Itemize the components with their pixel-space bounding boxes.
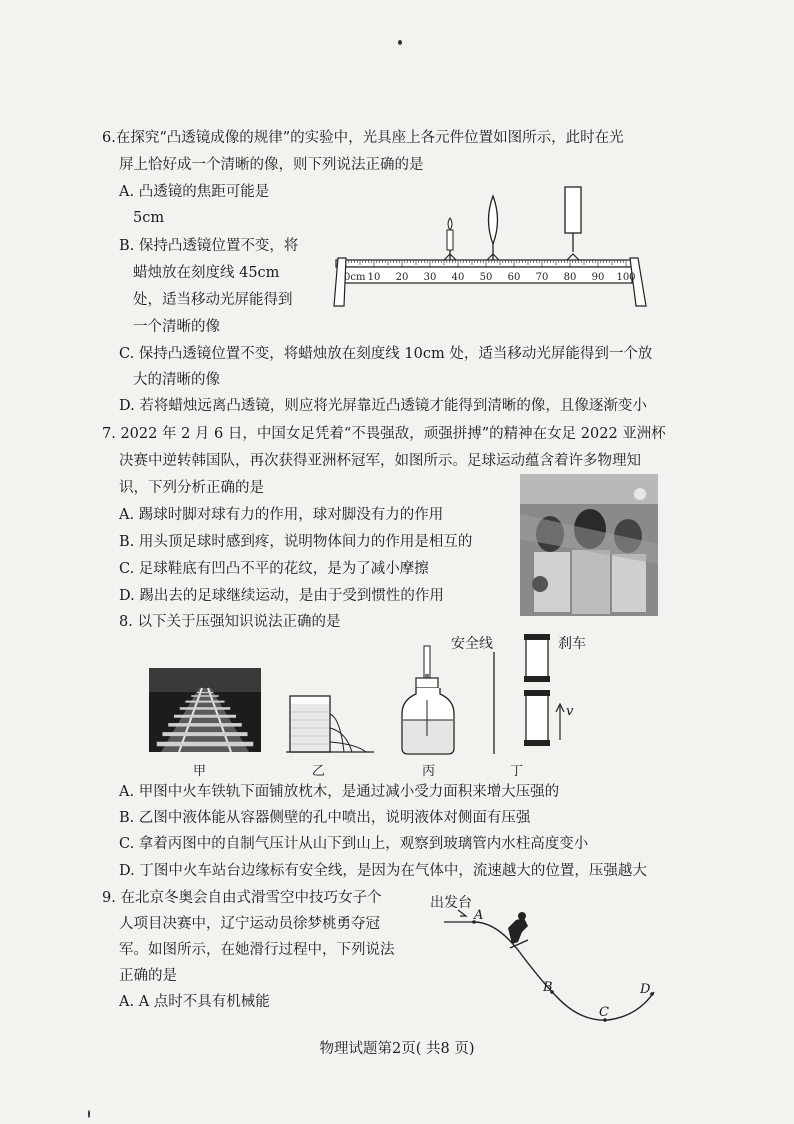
ruler-tick-label: 50 [479, 272, 493, 283]
q6-option-a-line-1: A. 凸透镜的焦距可能是 [119, 184, 270, 200]
q8-stem: 8. 以下关于压强知识说法正确的是 [119, 614, 341, 630]
start-platform-label: 出发台 [430, 895, 472, 911]
q6-option-c-line-1: C. 保持凸透镜位置不变，将蜡烛放在刻度线 10cm 处，适当移动光屏能得到一个放 [119, 346, 653, 362]
q6-stem-line-2: 屏上恰好成一个清晰的像，则下列说法正确的是 [119, 157, 424, 173]
scan-speck [398, 40, 402, 45]
q8-option-c: C. 拿着丙图中的自制气压计从山下到山上，观察到玻璃管内水柱高度变小 [119, 836, 589, 852]
ruler-tick-label: 90 [591, 272, 605, 283]
homemade-barometer-figure [398, 644, 458, 756]
railway-sleeper [157, 742, 254, 747]
q9-stem-line-2: 人项目决赛中，辽宁运动员徐梦桃勇夺冠 [119, 916, 380, 932]
q7-stem-line-3: 识，下列分析正确的是 [119, 480, 264, 496]
railway-sleeper [186, 701, 225, 703]
ruler-tick-label: 80 [563, 272, 577, 283]
fig-label-ding: 丁 [510, 764, 524, 779]
q6-option-b-line-2: 蜡烛放在刻度线 45cm [133, 265, 280, 281]
q9-stem-line-1: 9. 在北京冬奥会自由式滑雪空中技巧女子个 [102, 890, 382, 906]
ruler-tick-label: 60 [507, 272, 521, 283]
railway-track-photo [149, 668, 261, 752]
fig-label-jia: 甲 [193, 764, 207, 779]
q7-option-b: B. 用头顶足球时感到疼，说明物体间力的作用是相互的 [119, 534, 473, 550]
scan-speck [88, 1110, 90, 1118]
fig-label-bing: 丙 [422, 764, 436, 779]
q6-option-d: D. 若将蜡烛远离凸透镜，则应将光屏靠近凸透镜才能得到清晰的像，且像逐渐变小 [119, 398, 647, 414]
q6-option-b-line-1: B. 保持凸透镜位置不变，将 [119, 238, 299, 254]
q9-stem-line-4: 正确的是 [119, 968, 177, 984]
football-team-photo [520, 474, 658, 616]
point-b-label: B [543, 980, 553, 995]
velocity-label: v [566, 704, 574, 719]
railway-sleeper [191, 695, 219, 697]
railway-sleeper [163, 732, 248, 736]
q6-option-b-line-3: 处，适当移动光屏能得到 [133, 292, 293, 308]
point-d-label: D [640, 982, 651, 997]
q6-option-b-line-4: 一个清晰的像 [133, 319, 220, 335]
page-footer: 物理试题第2页( 共8 页) [319, 1041, 475, 1057]
q8-option-d: D. 丁图中火车站台边缘标有安全线，是因为在气体中，流速越大的位置，压强越大 [119, 863, 647, 879]
q7-stem-line-1: 7. 2022 年 2 月 6 日，中国女足凭着“不畏强敌，顽强拼搏”的精神在女足 2022 亚洲杯 [102, 426, 666, 442]
safety-line-label: 安全线 [451, 636, 493, 652]
railway-sleeper [168, 723, 242, 727]
q6-option-a-line-2: 5cm [133, 210, 165, 226]
q7-option-c: C. 足球鞋底有凹凸不平的花纹，是为了减小摩擦 [119, 561, 429, 577]
ruler-tick-label: 40 [451, 272, 465, 283]
brake-label: 刹车 [558, 636, 586, 652]
q7-option-d: D. 踢出去的足球继续运动，是由于受到惯性的作用 [119, 588, 444, 604]
ruler-tick-label: 20 [395, 272, 409, 283]
q7-option-a: A. 踢球时脚对球有力的作用，球对脚没有力的作用 [119, 507, 444, 523]
railway-sleeper [174, 715, 236, 718]
railway-sleeper [197, 692, 213, 693]
liquid-container-figure [286, 688, 378, 758]
ruler-tick-label: 30 [423, 272, 437, 283]
q9-stem-line-3: 军。如图所示，在她滑行过程中，下列说法 [119, 942, 395, 958]
q6-stem-line-1: 6.在探究“凸透镜成像的规律”的实验中，光具座上各元件位置如图所示，此时在光 [102, 130, 624, 146]
ruler-tick-label: 100 [616, 272, 636, 283]
q7-stem-line-2: 决赛中逆转韩国队，再次获得亚洲杯冠军，如图所示。足球运动蕴含着许多物理知 [119, 453, 641, 469]
q6-option-c-line-2: 大的清晰的像 [133, 372, 220, 388]
railway-sleeper [180, 707, 231, 710]
point-c-label: C [599, 1005, 609, 1020]
q8-option-a: A. 甲图中火车铁轨下面铺放枕木，是通过减小受力面积来增大压强的 [119, 784, 560, 800]
optical-bench-figure [330, 182, 660, 312]
fig-label-yi: 乙 [312, 764, 326, 779]
q8-option-b: B. 乙图中液体能从容器侧壁的孔中喷出，说明液体对侧面有压强 [119, 810, 531, 826]
point-a-label: A [474, 908, 484, 923]
ruler-tick-label: 0cm [344, 272, 366, 283]
ruler-tick-label: 10 [367, 272, 381, 283]
q9-option-a: A. A 点时不具有机械能 [119, 994, 270, 1010]
ruler-tick-label: 70 [535, 272, 549, 283]
